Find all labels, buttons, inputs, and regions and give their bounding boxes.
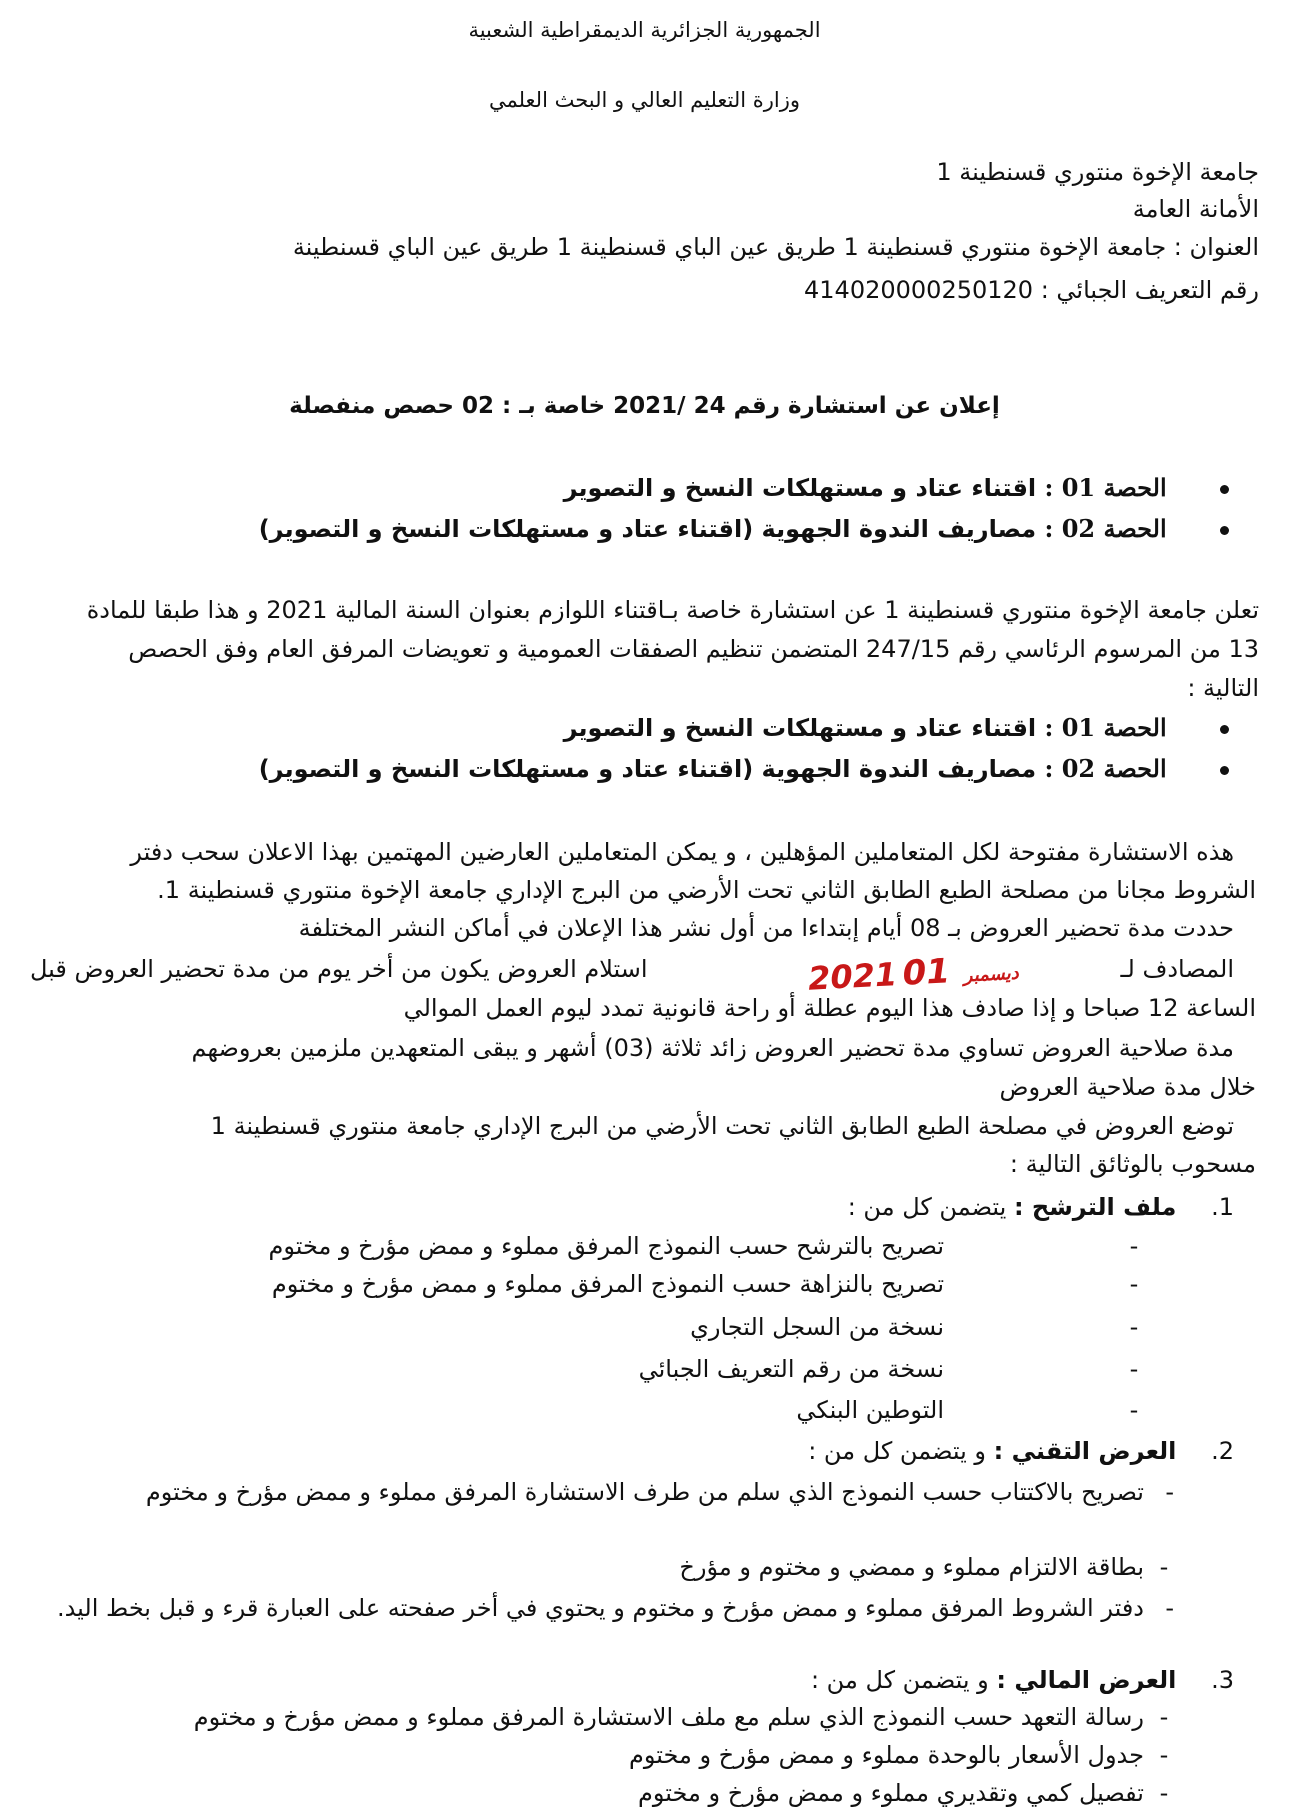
section-number: 3. [1211,1666,1234,1694]
body-line: توضع العروض في مصلحة الطبع الطابق الثاني تحت الأرضي من البرج الإداري جامعة منتوري قسنطينة 1 [210,1112,1234,1140]
section-number: 1. [1211,1193,1234,1221]
list-item-text: تصريح بالاكتتاب حسب النموذج الذي سلم من طرف الاستشارة المرفق مملوء و ممض مؤرخ و مختوم [145,1478,1144,1506]
dash-icon: - [1159,1779,1169,1807]
body-line: الشروط مجانا من مصلحة الطبع الطابق الثاني تحت الأرضي من البرج الإداري جامعة الإخوة منتوري قسنطينة 1. [157,876,1256,904]
dash-icon: - [1129,1355,1139,1383]
lot-label: الحصة 01 : [1044,713,1167,742]
section-title: العرض المالي : [996,1666,1177,1694]
dash-icon: - [1159,1741,1169,1769]
list-item [638,1779,1169,1807]
list-item-text: تصريح بالترشح حسب النموذج المرفق مملوء و ممض مؤرخ و مختوم [268,1232,944,1260]
ministry-header: وزارة التعليم العالي و البحث العلمي [488,88,801,112]
body-line: مسحوب بالوثائق التالية : [1009,1150,1256,1178]
list-item-text: جدول الأسعار بالوحدة مملوء و ممض مؤرخ و مختوم [628,1741,1144,1769]
bullet-icon [1220,766,1229,775]
bullet-icon [1220,485,1229,494]
section-heading [808,1437,1234,1465]
body-line: خلال مدة صلاحية العروض [999,1073,1256,1101]
lot-text: مصاريف الندوة الجهوية (اقتناء عتاد و مستهلكات النسخ و التصوير) [258,515,1037,543]
intro-line: تعلن جامعة الإخوة منتوري قسنطينة 1 عن استشارة خاصة بـاقتناء اللوازم بعنوان السنة المالية 2021 و هذا طبقا للمادة [86,596,1259,624]
tax-id-line [804,276,1259,304]
section-rest: يتضمن كل من : [847,1193,1007,1221]
intro-line: التالية : [1187,674,1259,702]
bullet-icon [1220,526,1229,535]
list-item [690,1313,1139,1341]
dash-icon: - [1159,1553,1169,1581]
list-item-text: بطاقة الالتزام مملوء و ممضي و مختوم و مؤرخ [679,1553,1144,1581]
dash-icon: - [1129,1270,1139,1298]
section-rest: و يتضمن كل من : [810,1666,989,1694]
republic-header: الجمهورية الجزائرية الديمقراطية الشعبية [468,18,821,42]
stamp-year: 2021 [807,955,899,998]
stamp-month: ديسمبر [963,962,1020,987]
dash-icon: - [1159,1703,1169,1731]
body-line: حددت مدة تحضير العروض بـ 08 أيام إبتداءا من أول نشر هذا الإعلان في أماكن النشر المختلفة [298,914,1234,942]
list-item [29,1590,1174,1626]
list-item-text: تصريح بالنزاهة حسب النموذج المرفق مملوء و ممض مؤرخ و مختوم [271,1270,944,1298]
section-heading [848,1193,1234,1221]
section-title: العرض التقني : [993,1437,1177,1465]
tax-id-value: 414020000250120 [804,276,1034,304]
lot-label: الحصة 02 : [1044,514,1167,543]
section-rest: و يتضمن كل من : [808,1437,987,1465]
list-item [638,1355,1139,1383]
list-item [679,1553,1169,1581]
body-line: المصادف لـ [1120,955,1234,983]
university-name: جامعة الإخوة منتوري قسنطينة 1 [936,158,1259,186]
stamp-day: 01 [901,951,951,994]
lot-text: اقتناء عتاد و مستهلكات النسخ و التصوير [563,474,1037,502]
section-number: 2. [1211,1437,1234,1465]
list-item [29,1474,1174,1510]
secretariat-label: الأمانة العامة [1132,195,1259,223]
list-item-text: نسخة من رقم التعريف الجبائي [638,1355,944,1383]
list-item [796,1396,1139,1424]
body-line: استلام العروض يكون من أخر يوم من مدة تحضير العروض قبل [30,955,648,983]
dash-icon: - [1129,1313,1139,1341]
lot-label: الحصة 02 : [1044,754,1167,783]
body-line: مدة صلاحية العروض تساوي مدة تحضير العروض زائد ثلاثة (03) أشهر و يبقى المتعهدين ملزمين بعروضهم [191,1034,1234,1062]
section-heading [811,1666,1234,1694]
announcement-title: إعلان عن استشارة رقم 24 /2021 خاصة بـ : 02 حصص منفصلة [289,393,1000,419]
lot-item [564,473,1229,502]
list-item-text: دفتر الشروط المرفق مملوء و ممض مؤرخ و مختوم و يحتوي في أخر صفحته على العبارة قرء و قبل بخط اليد. [56,1594,1144,1622]
tax-id-label: رقم التعريف الجبائي : [1040,276,1259,304]
list-item-text: التوطين البنكي [796,1396,944,1424]
list-item [268,1232,1139,1260]
list-item [628,1741,1169,1769]
dash-icon: - [1165,1478,1174,1506]
dash-icon: - [1129,1232,1139,1260]
list-item-text: رسالة التعهد حسب النموذج الذي سلم مع ملف الاستشارة المرفق مملوء و ممض مؤرخ و مختوم [193,1703,1144,1731]
address-line: العنوان : جامعة الإخوة منتوري قسنطينة 1 طريق عين الباي قسنطينة 1 طريق عين الباي قسنطينة [292,233,1259,261]
lot-item [564,713,1229,742]
handwritten-date-stamp [807,947,1027,998]
bullet-icon [1220,725,1229,734]
lot-item [259,754,1229,783]
dash-icon: - [1129,1396,1139,1424]
body-line: الساعة 12 صباحا و إذا صادف هذا اليوم عطلة أو راحة قانونية تمدد ليوم العمل الموالي [403,994,1256,1022]
list-item [271,1270,1139,1298]
intro-line: 13 من المرسوم الرئاسي رقم 247/15 المتضمن تنظيم الصفقات العمومية و تعويضات المرفق العام وفق الحصص [128,635,1259,663]
lot-item [259,514,1229,543]
list-item-text: نسخة من السجل التجاري [690,1313,944,1341]
lot-text: مصاريف الندوة الجهوية (اقتناء عتاد و مستهلكات النسخ و التصوير) [258,755,1037,783]
list-item-text: تفصيل كمي وتقديري مملوء و ممض مؤرخ و مختوم [638,1779,1144,1807]
section-title: ملف الترشح : [1013,1193,1177,1221]
dash-icon: - [1165,1594,1174,1622]
lot-label: الحصة 01 : [1044,473,1167,502]
body-line: هذه الاستشارة مفتوحة لكل المتعاملين المؤهلين ، و يمكن المتعاملين العارضين المهتمين بهذا الاعلان سحب دفتر [130,838,1234,866]
lot-text: اقتناء عتاد و مستهلكات النسخ و التصوير [563,714,1037,742]
list-item [193,1703,1169,1731]
